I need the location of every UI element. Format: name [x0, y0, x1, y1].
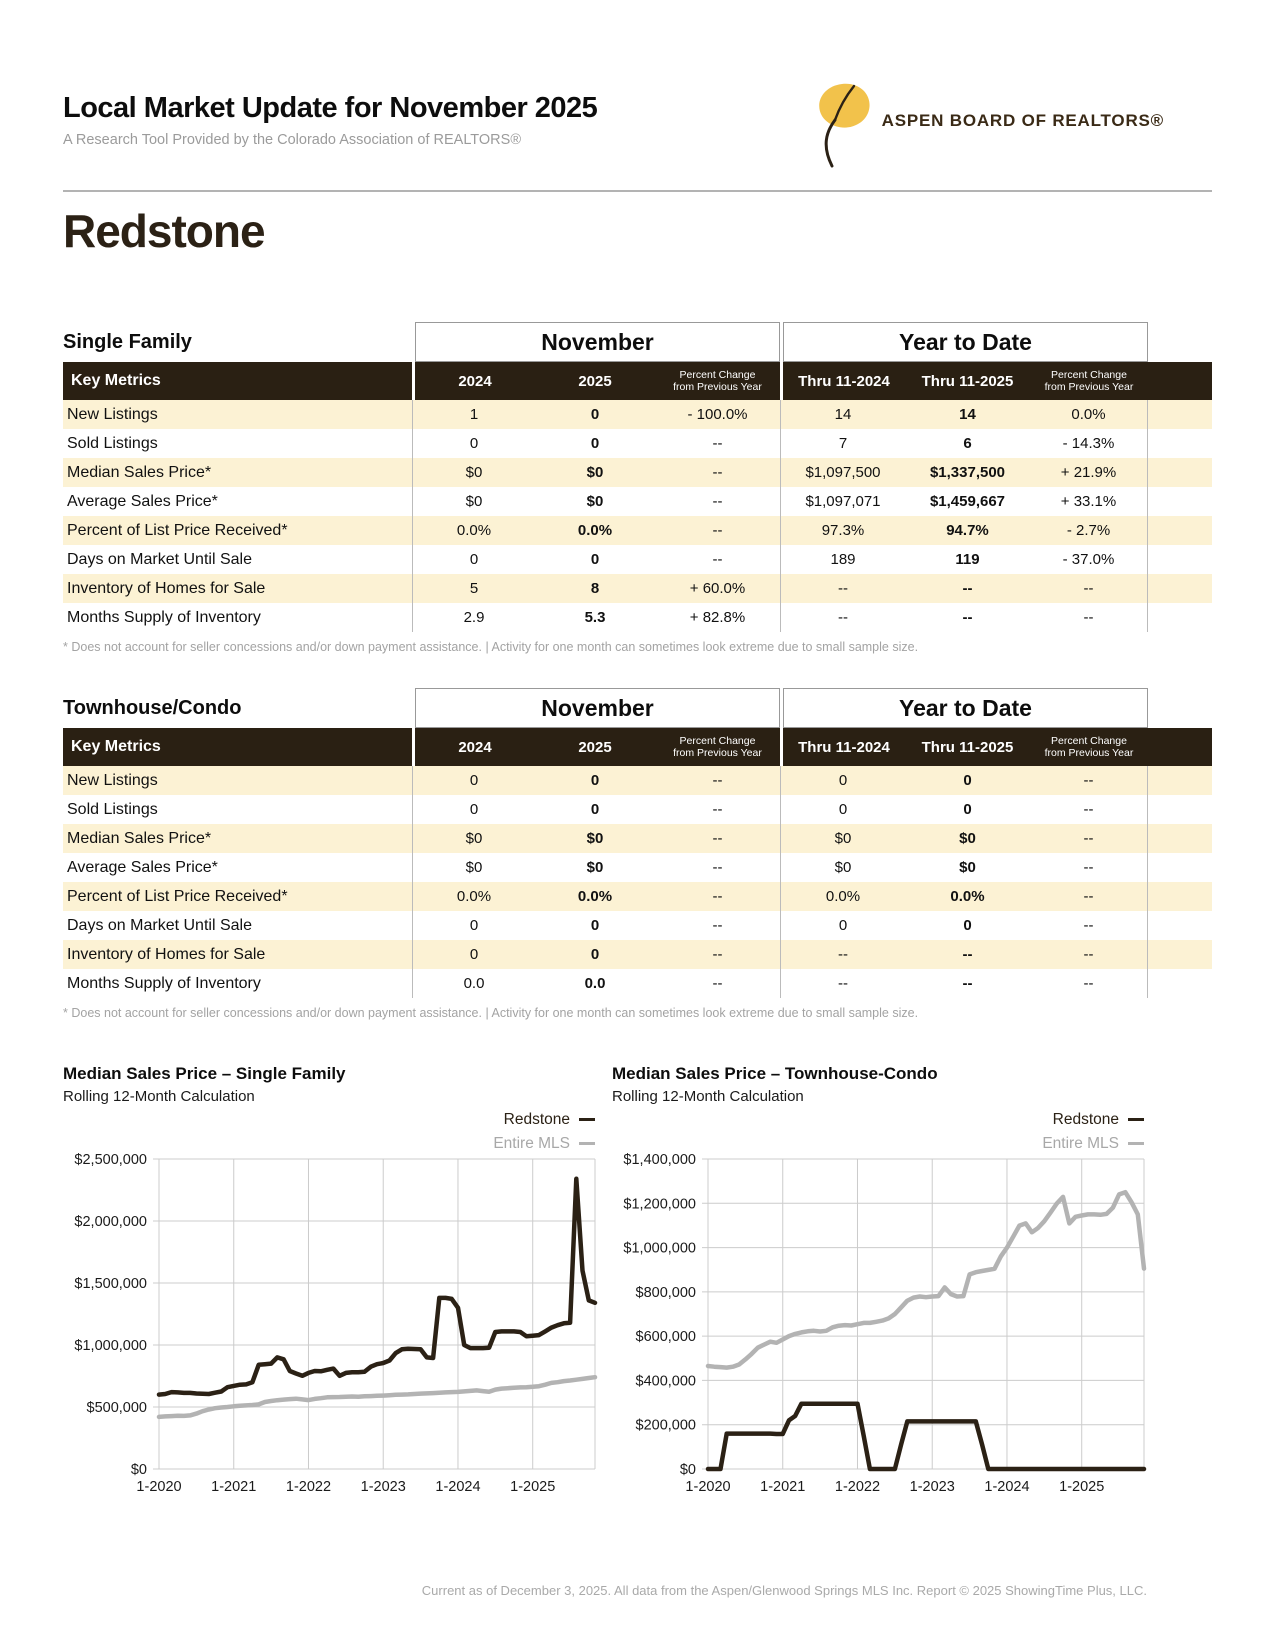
aspen-board-logo: [802, 78, 1164, 174]
svg-text:1-2021: 1-2021: [760, 1479, 806, 1495]
metric-value: $0: [959, 859, 976, 876]
metric-value: --: [712, 859, 723, 876]
metric-name: Sold Listings: [67, 434, 158, 452]
metric-value: --: [780, 603, 905, 632]
metrics-tables: [63, 322, 1212, 1020]
svg-text:$200,000: $200,000: [635, 1417, 696, 1434]
metric-value: --: [712, 917, 723, 934]
metrics-table-townhouse-condo: [63, 688, 1212, 1020]
svg-text:$0: $0: [679, 1462, 696, 1478]
metric-value: 0.0: [412, 969, 535, 998]
column-header: Percent Change from Previous Year: [1044, 734, 1134, 759]
metric-value: $1,459,667: [929, 493, 1006, 510]
metric-value: --: [1030, 882, 1148, 911]
metric-value: --: [712, 801, 723, 818]
metric-value: --: [712, 464, 723, 481]
metric-name: Months Supply of Inventory: [67, 608, 261, 626]
chart-subtitle: Rolling 12-Month Calculation: [612, 1088, 804, 1105]
metric-value: $0: [412, 853, 535, 882]
legend-label: Redstone: [1052, 1111, 1119, 1128]
metric-name: Sold Listings: [67, 800, 158, 818]
svg-text:$400,000: $400,000: [635, 1373, 696, 1390]
metric-value: + 21.9%: [1030, 458, 1148, 487]
metric-value: --: [712, 946, 723, 963]
legend-item: [1042, 1132, 1144, 1156]
table-row: [63, 969, 1212, 998]
metric-value: 0: [412, 911, 535, 940]
column-header: Percent Change from Previous Year: [673, 734, 762, 759]
metric-value: --: [780, 940, 905, 969]
metric-value: 0: [780, 766, 905, 795]
metric-name: Average Sales Price*: [67, 858, 218, 876]
svg-text:$1,400,000: $1,400,000: [623, 1152, 696, 1168]
svg-text:$1,000,000: $1,000,000: [623, 1240, 696, 1257]
logo-text: ASPEN BOARD OF REALTORS®: [881, 111, 1164, 130]
charts-row: [63, 1064, 1212, 1503]
column-header: Key Metrics: [71, 738, 161, 755]
metric-value: $1,097,500: [780, 458, 905, 487]
metric-value: - 100.0%: [687, 406, 748, 423]
metric-value: + 82.8%: [689, 609, 746, 626]
metric-value: --: [712, 493, 723, 510]
metric-value: --: [712, 522, 723, 539]
metric-value: + 60.0%: [689, 580, 746, 597]
legend-label: Entire MLS: [1042, 1135, 1119, 1152]
svg-text:1-2023: 1-2023: [360, 1479, 406, 1495]
metric-value: --: [1030, 824, 1148, 853]
legend-item: [493, 1108, 595, 1132]
metric-value: 0.0%: [577, 522, 613, 539]
metric-value: 0: [590, 801, 600, 818]
column-header: Thru 11-2024: [780, 362, 905, 400]
period-november-header: November: [415, 688, 780, 728]
metric-value: --: [1030, 603, 1148, 632]
metric-name: New Listings: [67, 405, 158, 423]
metric-name: Percent of List Price Received*: [67, 521, 288, 539]
metric-value: 0: [590, 772, 600, 789]
metric-value: 0: [780, 795, 905, 824]
chart-title: Median Sales Price – Townhouse-Condo: [612, 1064, 938, 1083]
metric-value: --: [1030, 969, 1148, 998]
svg-text:1-2022: 1-2022: [834, 1479, 881, 1495]
metric-value: - 2.7%: [1030, 516, 1148, 545]
metric-value: --: [712, 551, 723, 568]
legend-line-swatch: [1128, 1142, 1144, 1145]
svg-text:$1,500,000: $1,500,000: [74, 1276, 147, 1292]
column-header: 2025: [578, 372, 612, 390]
svg-text:$600,000: $600,000: [635, 1329, 696, 1346]
svg-text:1-2020: 1-2020: [136, 1479, 182, 1495]
table-row: [63, 574, 1212, 603]
metric-value: --: [1030, 853, 1148, 882]
metric-value: 0.0%: [412, 882, 535, 911]
metric-name: Median Sales Price*: [67, 829, 212, 847]
chart-median-sales-price-single-family: [63, 1064, 603, 1503]
legend-item: [1042, 1108, 1144, 1132]
metric-value: 0.0%: [412, 516, 535, 545]
metric-value: --: [780, 574, 905, 603]
table-row: [63, 824, 1212, 853]
metric-value: $0: [780, 853, 905, 882]
metric-value: + 33.1%: [1030, 487, 1148, 516]
single-family-price-chart: [63, 1151, 603, 1503]
report-header: [63, 0, 1212, 174]
metric-value: 0: [963, 917, 972, 934]
metric-value: --: [1030, 766, 1148, 795]
svg-text:$800,000: $800,000: [635, 1284, 696, 1301]
table-row: [63, 940, 1212, 969]
metric-name: Median Sales Price*: [67, 463, 212, 481]
table-row: [63, 911, 1212, 940]
metric-value: 7: [780, 429, 905, 458]
table-row: [63, 487, 1212, 516]
column-header: Key Metrics: [71, 372, 161, 389]
column-header: Percent Change from Previous Year: [1044, 368, 1134, 393]
svg-text:$2,000,000: $2,000,000: [74, 1214, 147, 1230]
metric-value: --: [712, 888, 723, 905]
metric-value: $0: [586, 464, 604, 481]
table-row: [63, 603, 1212, 632]
table-footnote: * Does not account for seller concessions and/or down payment assistance. | Activity for one month can sometimes look extreme due to small sample size.: [63, 640, 919, 654]
metric-value: 5.3: [584, 609, 606, 626]
svg-text:1-2025: 1-2025: [510, 1479, 556, 1495]
svg-text:$500,000: $500,000: [86, 1400, 147, 1416]
metric-name: Average Sales Price*: [67, 492, 218, 510]
svg-text:1-2022: 1-2022: [285, 1479, 332, 1495]
metric-name: Months Supply of Inventory: [67, 974, 261, 992]
metric-value: 14: [780, 400, 905, 429]
chart-subtitle: Rolling 12-Month Calculation: [63, 1088, 255, 1105]
column-header: 2024: [412, 728, 535, 766]
report-header-text: [63, 78, 597, 148]
metrics-table-single-family: [63, 322, 1212, 654]
svg-text:$1,000,000: $1,000,000: [74, 1338, 147, 1354]
townhouse-condo-price-chart: [612, 1151, 1152, 1503]
page-title: Redstone: [63, 205, 265, 257]
section-title: Single Family: [63, 330, 192, 353]
table-row: [63, 458, 1212, 487]
metric-value: 2.9: [412, 603, 535, 632]
metric-value: --: [712, 772, 723, 789]
metric-value: 14: [959, 406, 976, 423]
metric-value: 8: [590, 580, 600, 597]
legend-line-swatch: [579, 1142, 595, 1145]
chart-title: Median Sales Price – Single Family: [63, 1064, 346, 1083]
metric-value: 0.0%: [950, 888, 985, 905]
metric-value: 0.0: [584, 975, 606, 992]
metric-value: 189: [780, 545, 905, 574]
aspen-leaf-icon: [802, 78, 880, 174]
legend-line-swatch: [579, 1118, 595, 1121]
table-footnote: * Does not account for seller concessions and/or down payment assistance. | Activity for one month can sometimes look extreme due to small sample size.: [63, 1006, 919, 1020]
metric-value: --: [1030, 911, 1148, 940]
table-header-row: [63, 728, 1212, 766]
report-subtitle: A Research Tool Provided by the Colorado Association of REALTORS®: [63, 132, 522, 148]
metric-value: $0: [959, 830, 976, 847]
metric-value: $1,337,500: [929, 464, 1006, 481]
svg-text:1-2024: 1-2024: [984, 1479, 1030, 1495]
metric-value: $0: [412, 458, 535, 487]
metric-value: 0: [412, 795, 535, 824]
metric-value: - 14.3%: [1030, 429, 1148, 458]
table-row: [63, 545, 1212, 574]
metric-value: 0.0%: [577, 888, 613, 905]
metric-name: Days on Market Until Sale: [67, 916, 252, 934]
chart-legend: [1042, 1108, 1144, 1156]
metric-value: 0: [412, 766, 535, 795]
metric-value: 0: [590, 435, 600, 452]
metric-value: 0: [412, 545, 535, 574]
chart-legend: [493, 1108, 595, 1156]
metric-value: 0.0%: [1030, 400, 1148, 429]
chart-median-sales-price-townhouse-condo: [612, 1064, 1152, 1503]
metric-value: 0: [963, 772, 972, 789]
header-divider: [63, 190, 1212, 192]
metric-value: 0: [412, 429, 535, 458]
metric-value: --: [712, 830, 723, 847]
legend-label: Entire MLS: [493, 1135, 570, 1152]
column-header: Thru 11-2025: [921, 738, 1014, 756]
table-row: [63, 766, 1212, 795]
column-header: Thru 11-2025: [921, 372, 1014, 390]
period-ytd-header: Year to Date: [783, 322, 1148, 362]
svg-text:$2,500,000: $2,500,000: [74, 1152, 147, 1168]
svg-text:1-2024: 1-2024: [435, 1479, 481, 1495]
metric-value: 97.3%: [780, 516, 905, 545]
metric-value: 0: [963, 801, 972, 818]
metric-value: $0: [586, 830, 604, 847]
metric-value: 0: [590, 946, 600, 963]
metric-value: --: [1030, 795, 1148, 824]
metric-value: 119: [955, 551, 980, 568]
metric-value: --: [712, 435, 723, 452]
metric-value: 0.0%: [780, 882, 905, 911]
metric-value: 0: [590, 917, 600, 934]
metric-value: - 37.0%: [1030, 545, 1148, 574]
table-row: [63, 429, 1212, 458]
svg-text:$0: $0: [130, 1462, 147, 1478]
section-title: Townhouse/Condo: [63, 696, 242, 719]
metric-name: Inventory of Homes for Sale: [67, 579, 266, 597]
table-group-header: [63, 322, 1212, 362]
table-row: [63, 400, 1212, 429]
metric-value: --: [712, 975, 723, 992]
metric-value: 0: [412, 940, 535, 969]
metric-value: $1,097,071: [780, 487, 905, 516]
table-group-header: [63, 688, 1212, 728]
metric-value: --: [962, 975, 973, 992]
column-header: Thru 11-2024: [780, 728, 905, 766]
svg-text:1-2021: 1-2021: [211, 1479, 257, 1495]
metric-value: 0: [590, 406, 600, 423]
metric-value: $0: [412, 824, 535, 853]
metric-name: Inventory of Homes for Sale: [67, 945, 266, 963]
svg-text:$1,200,000: $1,200,000: [623, 1196, 696, 1213]
metric-value: $0: [412, 487, 535, 516]
column-header: 2025: [578, 738, 612, 756]
metric-value: $0: [586, 859, 604, 876]
legend-line-swatch: [1128, 1118, 1144, 1121]
table-row: [63, 795, 1212, 824]
metric-value: --: [1030, 574, 1148, 603]
report-footer: Current as of December 3, 2025. All data from the Aspen/Glenwood Springs MLS Inc. Report © 2025 ShowingTime Plus, LLC.: [421, 1583, 1147, 1598]
legend-item: [493, 1132, 595, 1156]
metric-value: --: [962, 580, 973, 597]
metric-value: $0: [586, 493, 604, 510]
svg-text:1-2025: 1-2025: [1059, 1479, 1105, 1495]
metric-name: Percent of List Price Received*: [67, 887, 288, 905]
table-row: [63, 882, 1212, 911]
metric-value: 0: [780, 911, 905, 940]
metric-value: 6: [963, 435, 972, 452]
metric-value: --: [780, 969, 905, 998]
table-row: [63, 516, 1212, 545]
column-header: 2024: [412, 362, 535, 400]
column-header: Percent Change from Previous Year: [673, 368, 762, 393]
svg-text:1-2023: 1-2023: [909, 1479, 955, 1495]
metric-value: $0: [780, 824, 905, 853]
metric-value: --: [962, 946, 973, 963]
report-title: Local Market Update for November 2025: [63, 92, 598, 124]
svg-text:1-2020: 1-2020: [685, 1479, 731, 1495]
metric-value: --: [1030, 940, 1148, 969]
metric-name: Days on Market Until Sale: [67, 550, 252, 568]
metric-value: 0: [590, 551, 600, 568]
metric-value: 1: [412, 400, 535, 429]
metric-value: --: [962, 609, 973, 626]
metric-name: New Listings: [67, 771, 158, 789]
metric-value: 94.7%: [946, 522, 989, 539]
metric-value: 5: [412, 574, 535, 603]
legend-label: Redstone: [503, 1111, 570, 1128]
period-ytd-header: Year to Date: [783, 688, 1148, 728]
table-row: [63, 853, 1212, 882]
table-header-row: [63, 362, 1212, 400]
period-november-header: November: [415, 322, 780, 362]
